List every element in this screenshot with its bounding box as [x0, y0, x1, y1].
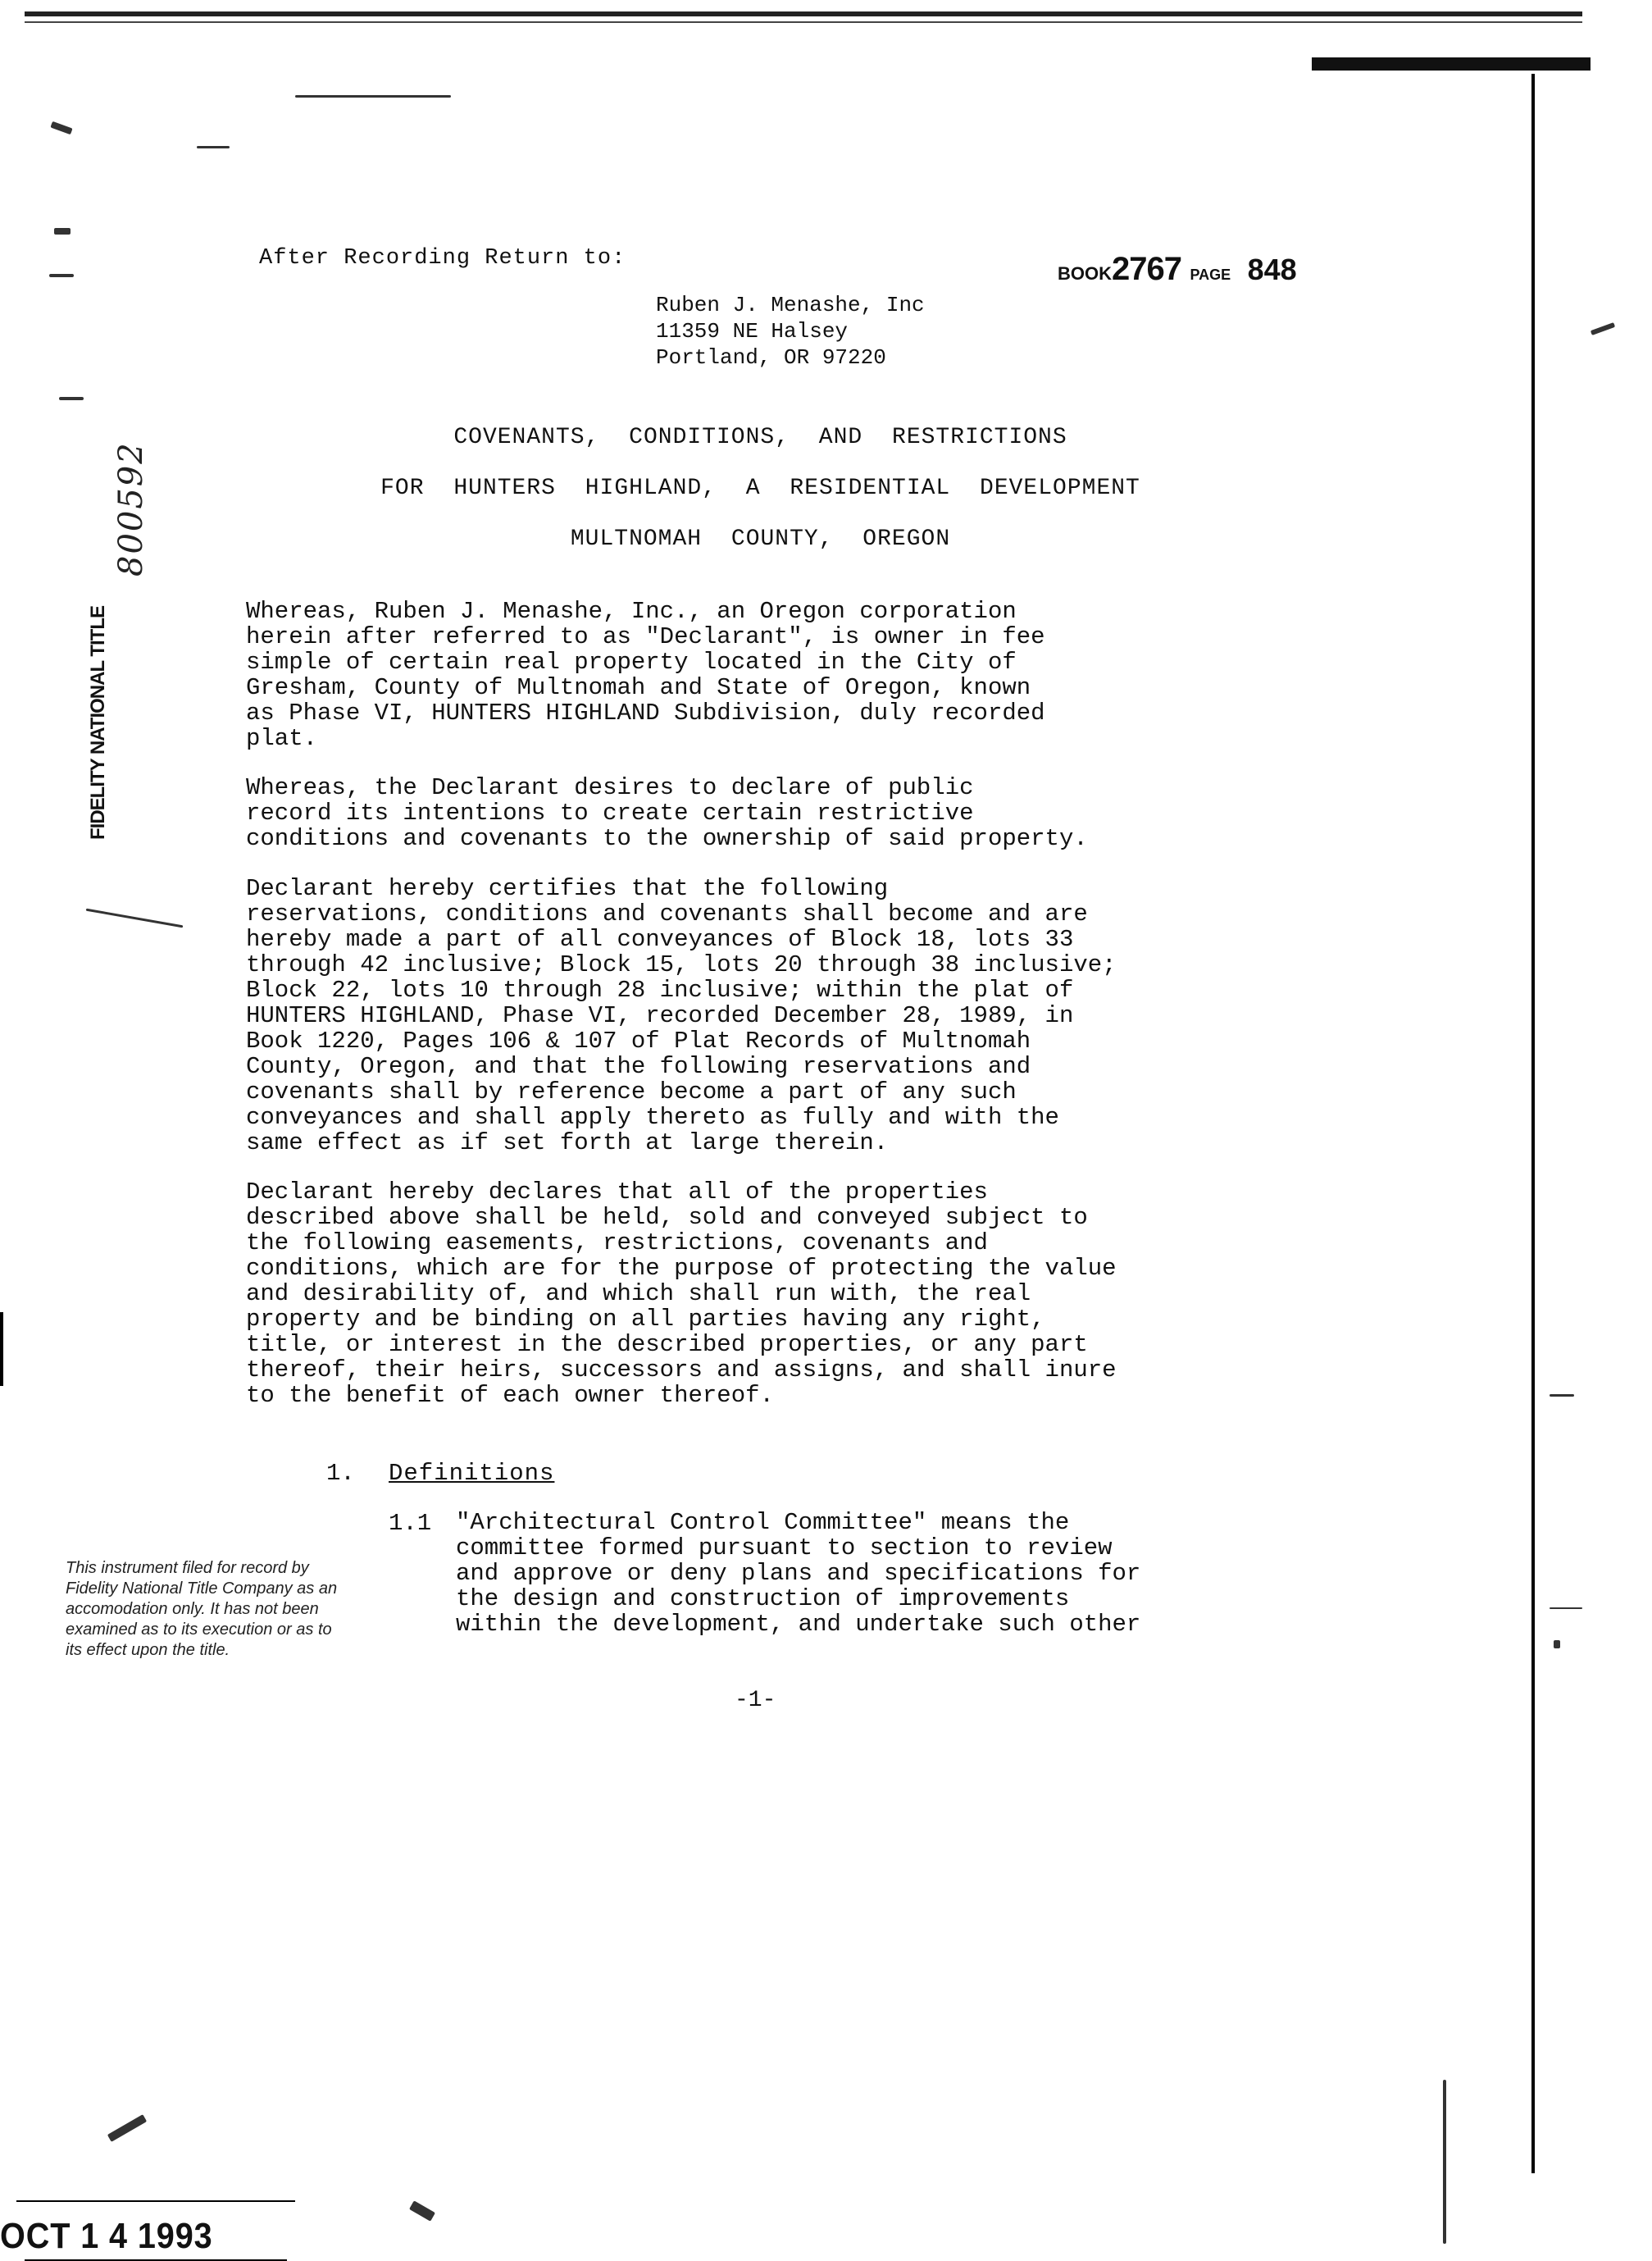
return-to-label: After Recording Return to: [259, 246, 626, 271]
scan-mark [1443, 2080, 1446, 2244]
recording-date-stamp: OCT 1 4 1993 [0, 2216, 213, 2256]
scan-mark [54, 228, 71, 235]
paragraph-3: Declarant hereby certifies that the following reservations, conditions and covenants shall become and are hereby made a part of all conveyances of Block 18, lots 33 through 42 inclusive; Block 15, lots 20 through 38 inclusive; Block 22, lots 10 through 28 inclusive; within the plat of HUNTERS HIGHLAND, Phase VI, recorded December 28, 1989, in Book 1220, Pages 106 & 107 of Plat Records of Multnomah County, Oregon, and that the following reservations and covenants shall by reference become a part of any such conveyances and shall apply thereto as fully and with the same effect as if set forth at large therein. [246, 875, 1117, 1156]
scan-mark [409, 2200, 435, 2221]
scan-mark [1591, 322, 1615, 335]
right-page-edge [1531, 74, 1535, 2173]
book-label: BOOK [1058, 263, 1112, 284]
bottom-rule [16, 2200, 295, 2202]
scan-mark [50, 121, 72, 134]
scan-mark [1550, 1607, 1582, 1609]
scan-mark [295, 95, 451, 98]
top-scan-border-thin [25, 21, 1582, 23]
section-heading: Definitions [389, 1460, 555, 1487]
title-line-3: MULTNOMAH COUNTY, OREGON [570, 527, 951, 552]
title-company-disclaimer: This instrument filed for record by Fidelity National Title Company as an accomodation only. It has not been examined as to its execution or as to its effect upon the title. [66, 1559, 338, 1659]
book-page-stamp [1058, 251, 1297, 288]
subsection-number: 1.1 [389, 1510, 432, 1537]
page-footer-number: -1- [735, 1688, 776, 1713]
page-label: PAGE [1190, 267, 1231, 283]
title-line-2: FOR HUNTERS HIGHLAND, A RESIDENTIAL DEVELOPMENT [380, 476, 1140, 501]
address-line-2: 11359 NE Halsey [656, 319, 849, 344]
return-address [656, 292, 925, 371]
left-margin-bar [0, 1312, 3, 1386]
top-scan-border [25, 11, 1582, 16]
fidelity-national-title-stamp: FIDELITY NATIONAL TITLE [87, 606, 109, 840]
paragraph-1: Whereas, Ruben J. Menashe, Inc., an Oregon corporation herein after referred to as "Declarant", is owner in fee simple of certain real property located in the City of Gresham, County of Multnomah and State of Oregon, known as Phase VI, HUNTERS HIGHLAND Subdivision, duly recorded plat. [246, 598, 1045, 752]
scan-mark [197, 146, 230, 148]
top-scan-border-right [1312, 57, 1591, 71]
paragraph-2: Whereas, the Declarant desires to declare of public record its intentions to create certain restrictive conditions and covenants to the ownership of said property. [246, 774, 1088, 852]
address-line-1: Ruben J. Menashe, Inc [656, 293, 925, 317]
address-line-3: Portland, OR 97220 [656, 345, 886, 370]
title-line-1: COVENANTS, CONDITIONS, AND RESTRICTIONS [453, 425, 1067, 450]
scan-mark [86, 909, 184, 928]
handwritten-document-number: 800592 [112, 441, 150, 577]
scan-mark [59, 397, 84, 400]
scan-mark [49, 274, 74, 277]
scan-mark [107, 2114, 147, 2142]
paragraph-4: Declarant hereby declares that all of the properties described above shall be held, sold and conveyed subject to the following easements, restrictions, covenants and conditions, which are for the purpose of protecting the value and desirability of, and which shall run with, the real property and be binding on all parties having any right, title, or interest in the described properties, or any part thereof, their heirs, successors and assigns, and shall inure to the benefit of each owner thereof. [246, 1178, 1117, 1409]
subsection-text: "Architectural Control Committee" means the committee formed pursuant to section to review and approve or deny plans and specifications for the design and construction of improvements within the development, and undertake such other [456, 1509, 1141, 1638]
scan-mark [1554, 1640, 1560, 1648]
page-number-stamp: 848 [1247, 253, 1297, 286]
scan-mark [1550, 1394, 1574, 1397]
section-number: 1. [326, 1460, 355, 1487]
book-number: 2767 [1112, 251, 1181, 287]
